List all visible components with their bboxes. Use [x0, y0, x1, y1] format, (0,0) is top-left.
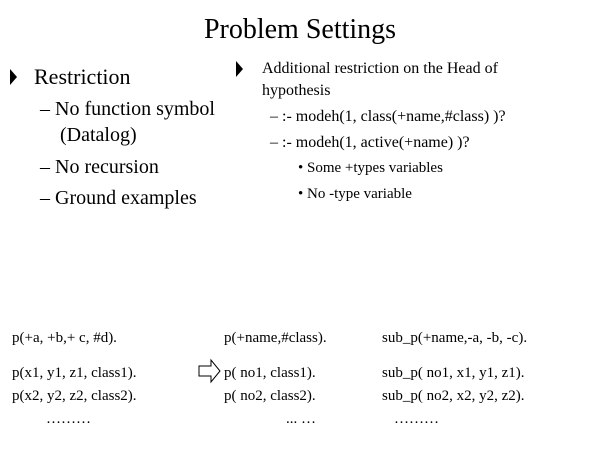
table-cell: p(+a, +b,+ c, #d).: [12, 330, 117, 346]
left-item-no-recursion: – No recursion: [40, 156, 159, 178]
triangle-bullet-icon: [236, 61, 243, 77]
right-heading-line1: Additional restriction on the Head of: [262, 60, 498, 77]
slide-title: Problem Settings: [203, 14, 397, 45]
table-cell: p(x2, y2, z2, class2).: [12, 388, 137, 404]
right-heading-line2: hypothesis: [262, 82, 331, 99]
left-item-ground-examples: – Ground examples: [40, 187, 197, 209]
triangle-bullet-icon: [10, 69, 17, 85]
table-cell: p( no2, class2).: [224, 388, 316, 404]
right-item-modeh-active: – :- modeh(1, active(+name) )?: [270, 134, 470, 151]
table-cell: ………: [394, 411, 439, 427]
table-cell: p(x1, y1, z1, class1).: [12, 365, 137, 381]
table-cell: sub_p(+name,-a, -b, -c).: [382, 330, 528, 346]
table-cell: sub_p( no1, x1, y1, z1).: [382, 365, 525, 381]
right-item-modeh-class: – :- modeh(1, class(+name,#class) )?: [270, 108, 506, 125]
table-cell: p(+name,#class).: [224, 330, 327, 346]
table-cell: ... …: [286, 411, 316, 427]
right-arrow-icon: [198, 358, 222, 384]
table-cell: sub_p( no2, x2, y2, z2).: [382, 388, 525, 404]
left-item-datalog: (Datalog): [60, 124, 137, 146]
left-item-no-function-symbol: – No function symbol: [40, 98, 215, 120]
left-heading: Restriction: [34, 64, 131, 89]
table-cell: p( no1, class1).: [224, 365, 316, 381]
right-subitem-plus-types: • Some +types variables: [298, 160, 443, 176]
table-cell: ………: [46, 411, 91, 427]
right-subitem-no-minus-type: • No -type variable: [298, 186, 412, 202]
